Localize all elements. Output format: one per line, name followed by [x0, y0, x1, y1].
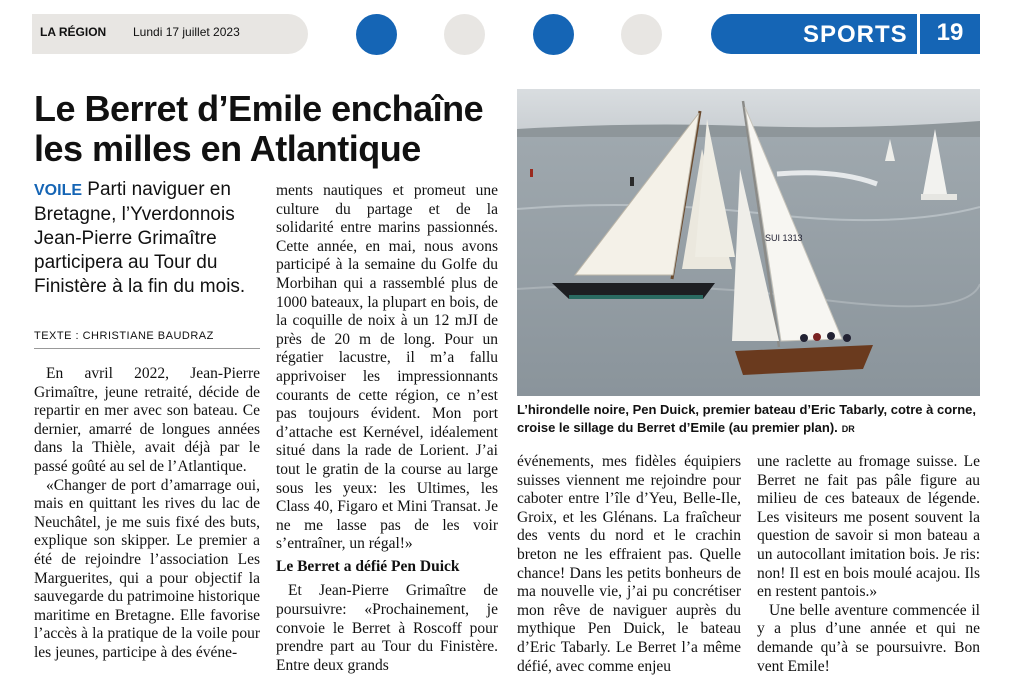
- decorative-dot: [621, 14, 662, 55]
- article-kicker: VOILE: [34, 182, 83, 199]
- paragraph: événements, mes fidèles équipiers suisses viennent me rejoindre pour caboter entre l’île d’Yeu, Belle-Ile, Groix, et les Glénans. La fraîcheur des vents du nord et le crachin breton ne les effraient pas. Quelle chance! Dans les petits bonheurs de ma nouvelle vie, j’ai pu concrétiser mon rêve de naviguer auprès du mythique Pen Duick, le bateau d’Eric Tabarly. Le Berret l’a même défié, avec comme enjeu: [517, 453, 741, 675]
- article-photo: [517, 89, 980, 396]
- byline: TEXTE : CHRISTIANE BAUDRAZ: [34, 330, 260, 349]
- decorative-dot: [356, 14, 397, 55]
- page-number: 19: [936, 19, 964, 46]
- article-column-4: [757, 453, 980, 676]
- paragraph: ments nautiques et promeut une culture du partage et de la solidarité entre marins passionnés. Cette année, en mai, nous avons participé à la semaine du Golfe du Morbihan qui a rassemblé plus de 1000 bateaux, la plupart en bois, de la coquille de noix à un 12 mJI de près de 20 m de long. Pour un régatier lacustre, il m’a fallu apprivoiser les impressionnants courants de cette région, ce n’est pas toujours évident. Mon port d’attache est Kernével, idéalement situé dans la rade de Lorient. J’ai tout le gratin de la course au large sous les yeux: les Ultimes, les Class 40, Figaro et Mini Transat. Je ne me lasse pas de les voir s’entraîner, un régal!»: [276, 182, 498, 553]
- article-lead: [34, 178, 260, 299]
- sail-number: SUI 1313: [765, 233, 803, 243]
- newspaper-name: LA RÉGION: [40, 25, 107, 39]
- photo-caption: [517, 401, 980, 438]
- paragraph: En avril 2022, Jean-Pierre Grimaître, jeune retraité, décide de repartir en mer avec son bateau. Ce dernier, amarré de longues années dans la Thièle, avait déjà par le passé goûté au sel de l’Atlantique.: [34, 365, 260, 475]
- article-headline: Le Berret d’Emile enchaîne les milles en Atlantique: [34, 88, 484, 169]
- decorative-dot: [444, 14, 485, 55]
- photo-credit: DR: [841, 424, 855, 434]
- article-column-3: [517, 453, 741, 676]
- paragraph: «Changer de port d’amarrage oui, mais en quittant les rives du lac de Neuchâtel, je me suis fixé des buts, explique son skipper. Le premier a été de rejoindre l’association Les Marguerites, qui a pour objectif la sauvegarde du patrimoine historique maritime en Bretagne. Elle favorise l’accès à la pratique de la voile pour les jeunes, participe à des événe-: [34, 476, 260, 661]
- paragraph: Et Jean-Pierre Grimaître de poursuivre: «Prochainement, je convoie le Berret à Roscoff pour prendre part au Tour du Finistère. Entre deux grands: [276, 582, 498, 674]
- buoy: [530, 169, 533, 177]
- lead-text: Parti naviguer en Bretagne, l’Yverdonnois Jean-Pierre Grimaître participera au Tour du Finistère à la fin du mois.: [34, 179, 246, 297]
- decorative-dot: [533, 14, 574, 55]
- paragraph: Une belle aventure commencée il y a plus d’une année et qui ne demande qu’à se poursuivre. Bon vent Emile!: [757, 601, 980, 675]
- section-label: SPORTS: [803, 21, 908, 48]
- sailboats-photo: [517, 89, 980, 396]
- caption-text: L’hirondelle noire, Pen Duick, premier bateau d’Eric Tabarly, cotre à corne, croise le sillage du Berret d’Emile (au premier plan).: [517, 402, 976, 435]
- issue-date: Lundi 17 juillet 2023: [133, 25, 240, 39]
- article-column-2: [276, 182, 498, 675]
- subheading: Le Berret a défié Pen Duick: [276, 557, 460, 575]
- buoy: [630, 177, 634, 186]
- article-column-1: [34, 365, 260, 663]
- paragraph: une raclette au fromage suisse. Le Berret ne fait pas pâle figure au milieu de ces bateaux de légende. Les visiteurs me posent souvent la question de savoir si mon bateau a un autocollant imitation bois. Je ris: non! Il est en bois moulé acajou. Ils en restent pantois.»: [757, 453, 980, 601]
